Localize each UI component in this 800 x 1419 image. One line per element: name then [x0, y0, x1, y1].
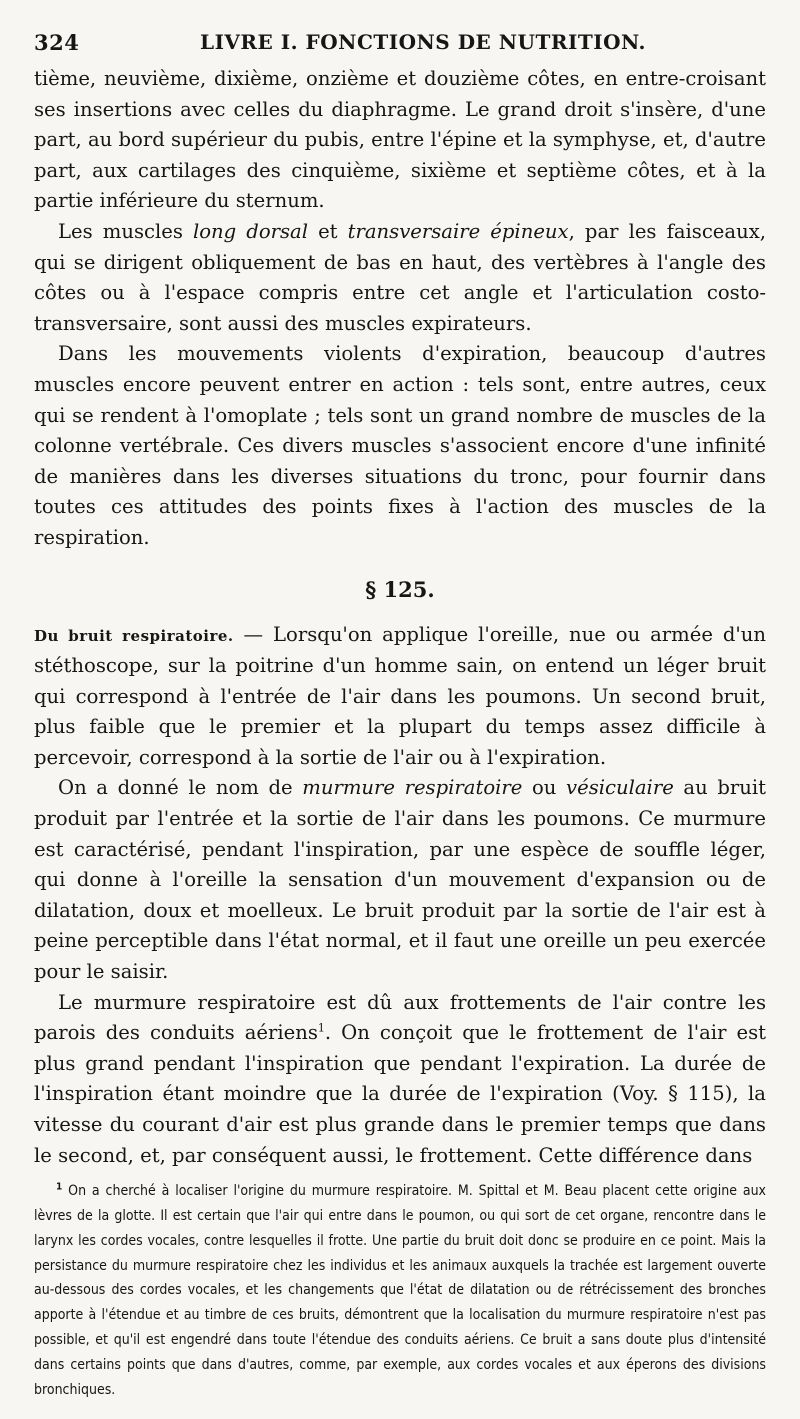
footnote-text: On a cherché à localiser l'origine du murmure respiratoire. M. Spittal et M. Beau placent cette origine aux lèvres de la glotte. Il est certain que l'air qui entre dans le poumon, ou qui sort de cet organe, rencontre dans le larynx les cordes vocales, contre lesquelles il frotte. Une partie du bruit doit donc se produire en ce point. Mais la persistance du murmure respiratoire chez les individus et les animaux auxquels la trachée est largement ouverte au-dessous des cordes vocales, et les changements que l'état de dilatation ou de rétrécissement des bronches apporte à l'étendue et au timbre de ces bruits, démontrent que la localisation du murmure respiratoire n'est pas possible, et qu'il est engendré dans toute l'étendue des conduits aériens. Ce bruit a sans doute plus d'intensité dans certains points que dans d'autres, comme, par exemple, aux cordes vocales et aux éperons des divisions bronchiques.: [34, 1183, 766, 1398]
footnote-reference[interactable]: 1: [317, 1021, 325, 1035]
footnote-mark: 1: [56, 1181, 63, 1193]
footnote: [34, 1179, 766, 1402]
page-number: 324: [34, 30, 80, 55]
body-text: [34, 64, 766, 1171]
term-murmure-respiratoire: murmure respiratoire: [302, 776, 523, 800]
paragraph-5: [34, 773, 766, 987]
paragraph-2: [34, 217, 766, 339]
paragraph-2-text-c: , par les faisceaux, qui se dirigent obliquement de bas en haut, des vertèbres à l'angle des côtes ou à l'espace compris entre cet angle et l'articulation costo-transversaire, sont aussi des muscles expirateurs.: [34, 219, 766, 335]
term-transversaire-epineux: transversaire épineux: [347, 219, 569, 243]
book-page: [34, 22, 766, 1402]
paragraph-5-text-a: On a donné le nom de: [58, 776, 303, 800]
paragraph-1: tième, neuvième, dixième, onzième et douzième côtes, en entre-croisant ses insertions avec celles du diaphragme. Le grand droit s'insère, d'une part, au bord supérieur du pubis, entre l'épine et la symphyse, et, d'autre part, aux cartilages des cinquième, sixième et septième côtes, et à la partie inférieure du sternum.: [34, 67, 766, 213]
paragraph-2-text-a: Les muscles: [58, 219, 193, 243]
section-heading: § 125.: [365, 576, 435, 602]
paragraph-6: [34, 988, 766, 1172]
paragraph-6-text-b: . On conçoit que le frottement de l'air est plus grand pendant l'inspiration que pendant l'expiration. La durée de l'inspiration étant moindre que la durée de l'expiration (Voy. § 115), la vitesse du courant d'air est plus grande dans le premier temps que dans le second, et, par conséquent aussi, le frottement. Cette différence dans: [34, 1021, 766, 1167]
paragraph-2-text-b: et: [307, 219, 348, 243]
paragraph-4: [34, 620, 766, 774]
paragraph-5-text-b: ou: [522, 776, 567, 800]
section-lead-title: Du bruit respiratoire.: [34, 626, 234, 645]
footnote-paragraph: [34, 1179, 766, 1402]
paragraph-4-text: — Lorsqu'on applique l'oreille, nue ou armée d'un stéthoscope, sur la poitrine d'un homme sain, on entend un léger bruit qui correspond à l'entrée de l'air dans les poumons. Un second bruit, plus faible que le premier et la plupart du temps assez difficile à percevoir, correspond à la sortie de l'air ou à l'expiration.: [34, 622, 766, 769]
running-head: [34, 22, 766, 62]
running-title: LIVRE I. FONCTIONS DE NUTRITION.: [200, 30, 646, 54]
paragraph-5-text-c: au bruit produit par l'entrée et la sortie de l'air dans les poumons. Ce murmure est caractérisé, pendant l'inspiration, par une espèce de souffle léger, qui donne à l'oreille la sensation d'un mouvement d'expansion ou de dilatation, doux et moelleux. Le bruit produit par la sortie de l'air est à peine perceptible dans l'état normal, et il faut une oreille un peu exercée pour le saisir.: [34, 776, 767, 984]
paragraph-6-text-a: Le murmure respiratoire est dû aux frottements de l'air contre les parois des conduits aériens: [34, 990, 766, 1045]
term-vesiculaire: vésiculaire: [566, 776, 674, 800]
paragraph-3: Dans les mouvements violents d'expiration, beaucoup d'autres muscles encore peuvent entrer en action : tels sont, entre autres, ceux qui se rendent à l'omoplate ; tels sont un grand nombre de muscles de la colonne vertébrale. Ces divers muscles s'associent encore d'une infinité de manières dans les diverses situations du tronc, pour fournir dans toutes ces attitudes des points fixes à l'action des muscles de la respiration.: [34, 342, 766, 549]
term-long-dorsal: long dorsal: [192, 219, 308, 243]
